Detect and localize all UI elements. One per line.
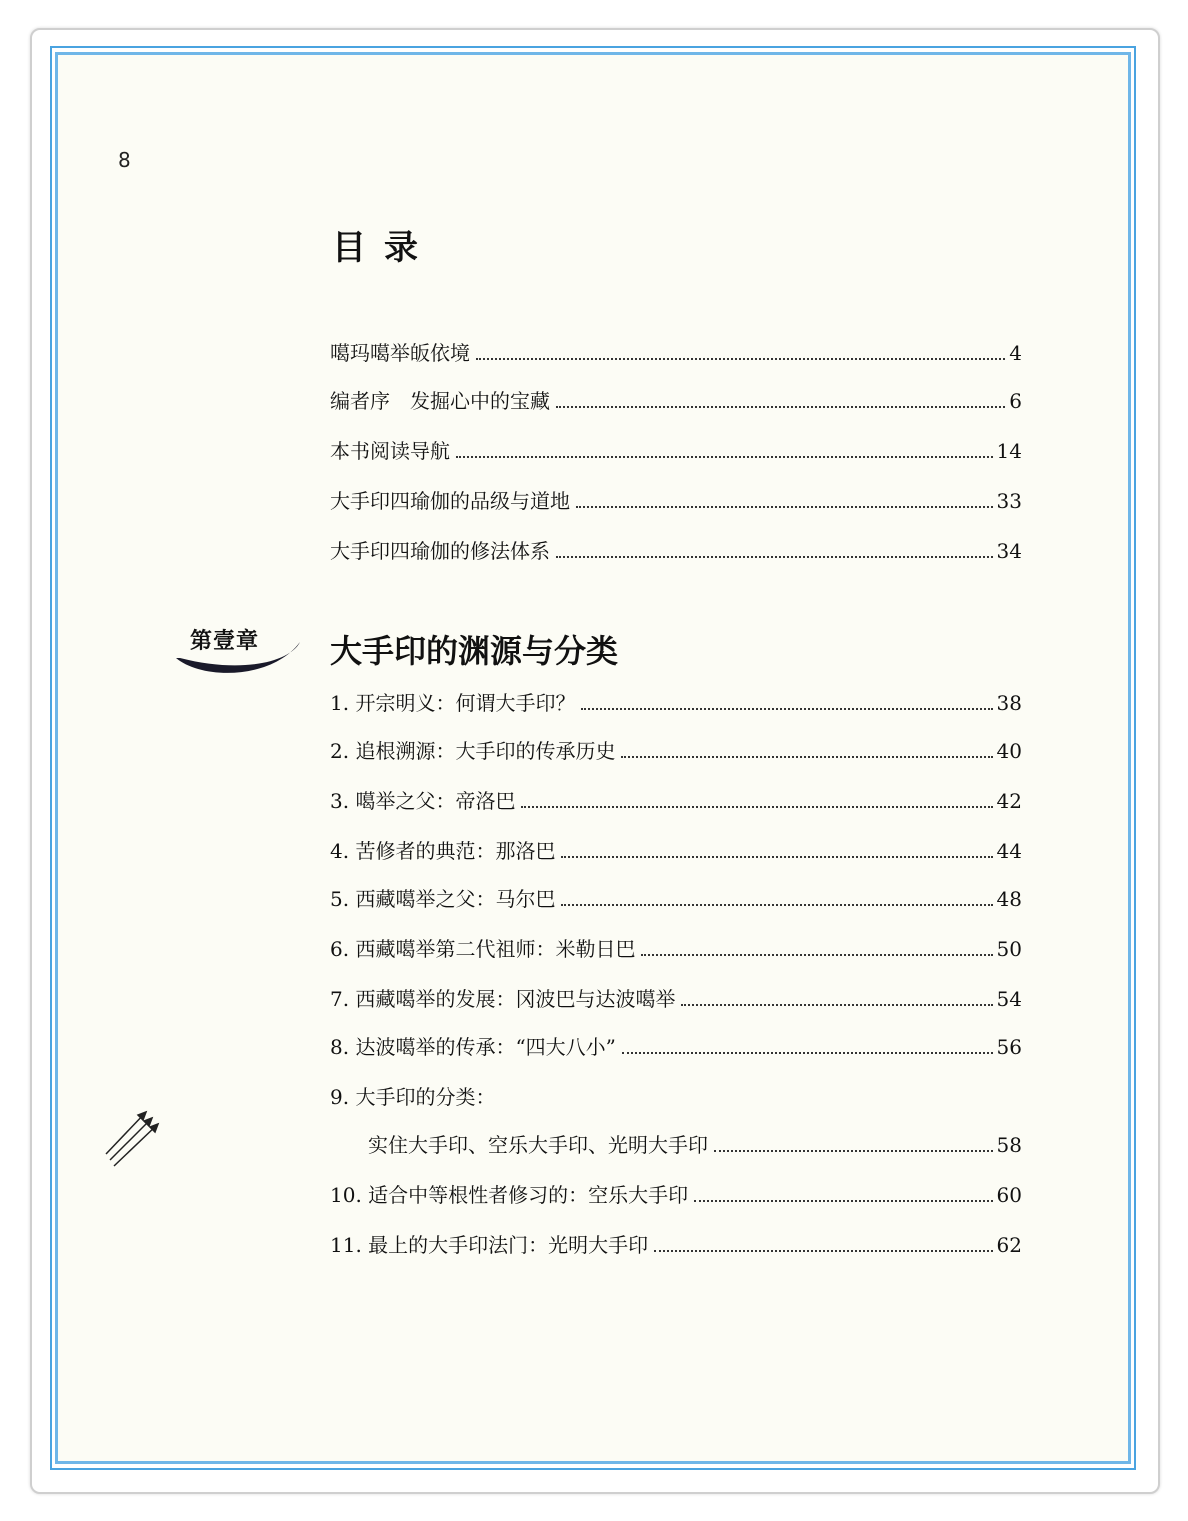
leader-dots bbox=[581, 708, 992, 710]
toc-entry-label: 大手印四瑜伽的品级与道地 bbox=[330, 489, 570, 513]
leader-dots bbox=[622, 1052, 993, 1054]
leader-dots bbox=[714, 1150, 993, 1152]
toc-entry[interactable] bbox=[330, 1230, 1022, 1260]
leader-dots bbox=[621, 756, 992, 758]
toc-entry[interactable] bbox=[330, 338, 1022, 368]
toc-entry-page: 60 bbox=[996, 1183, 1022, 1207]
toc-entry-label: 西藏噶举的发展：冈波巴与达波噶举 bbox=[355, 987, 676, 1011]
toc-entry-page: 34 bbox=[996, 539, 1022, 563]
toc-entry-label: 编者序 发掘心中的宝藏 bbox=[330, 389, 550, 413]
arrows-icon bbox=[100, 1102, 170, 1168]
toc-entry-label: 适合中等根性者修习的：空乐大手印 bbox=[368, 1183, 689, 1207]
toc-entry-page: 4 bbox=[1009, 341, 1022, 365]
leader-dots bbox=[561, 856, 992, 858]
toc-entry[interactable] bbox=[330, 436, 1022, 466]
leader-dots bbox=[576, 506, 993, 508]
toc-entry-number: 5. bbox=[330, 887, 350, 911]
toc-entry-page: 40 bbox=[996, 739, 1022, 763]
toc-entry-number: 9. bbox=[330, 1085, 350, 1109]
toc-entry-number: 4. bbox=[330, 839, 350, 863]
toc-entry[interactable] bbox=[330, 884, 1022, 914]
leader-dots bbox=[456, 456, 993, 458]
toc-entry-label: 西藏噶举第二代祖师：米勒日巴 bbox=[355, 937, 636, 961]
toc-entry-page: 44 bbox=[996, 839, 1022, 863]
leader-dots bbox=[476, 358, 1005, 360]
chapter-badge-label: 第壹章 bbox=[190, 629, 260, 654]
leader-dots bbox=[561, 904, 992, 906]
leader-dots bbox=[521, 806, 992, 808]
toc-entry-page: 48 bbox=[996, 887, 1022, 911]
toc-entry-number: 10. bbox=[330, 1183, 362, 1207]
toc-entry-label: 西藏噶举之父：马尔巴 bbox=[355, 887, 556, 911]
toc-entry[interactable] bbox=[330, 984, 1022, 1014]
toc-entry[interactable] bbox=[330, 486, 1022, 516]
toc-entry-number: 11. bbox=[330, 1233, 362, 1257]
toc-entry[interactable] bbox=[330, 1180, 1022, 1210]
leader-dots bbox=[681, 1004, 992, 1006]
toc-entry-label: 大手印四瑜伽的修法体系 bbox=[330, 539, 550, 563]
toc-entry-label: 噶举之父：帝洛巴 bbox=[355, 789, 516, 813]
toc-entry-label: 本书阅读导航 bbox=[330, 439, 450, 463]
toc-entry-page: 6 bbox=[1009, 389, 1022, 413]
chapter-title: 大手印的渊源与分类 bbox=[330, 632, 619, 670]
toc-entry-page: 58 bbox=[996, 1133, 1022, 1157]
toc-entry-label: 苦修者的典范：那洛巴 bbox=[355, 839, 556, 863]
toc-entry-number: 7. bbox=[330, 987, 350, 1011]
toc-entry[interactable] bbox=[368, 1130, 1022, 1160]
toc-entry-label: 大手印的分类： bbox=[355, 1085, 496, 1109]
leader-dots bbox=[694, 1200, 992, 1202]
toc-entry-label: 开宗明义：何谓大手印？ bbox=[355, 691, 576, 715]
toc-entry[interactable] bbox=[330, 836, 1022, 866]
toc-entry-page: 33 bbox=[996, 489, 1022, 513]
toc-entry[interactable] bbox=[330, 536, 1022, 566]
toc-entry-number: 8. bbox=[330, 1035, 350, 1059]
toc-entry-page: 56 bbox=[996, 1035, 1022, 1059]
toc-entry-page: 14 bbox=[996, 439, 1022, 463]
toc-entry-page: 42 bbox=[996, 789, 1022, 813]
toc-entry-number: 6. bbox=[330, 937, 350, 961]
leader-dots bbox=[654, 1250, 992, 1252]
toc-entry-label: 最上的大手印法门：光明大手印 bbox=[368, 1233, 649, 1257]
toc-entry[interactable] bbox=[330, 1082, 1022, 1112]
leader-dots bbox=[556, 556, 993, 558]
toc-entry[interactable] bbox=[330, 934, 1022, 964]
toc-entry-page: 50 bbox=[996, 937, 1022, 961]
toc-entry-label: 实住大手印、空乐大手印、光明大手印 bbox=[368, 1133, 708, 1157]
toc-entry-label: 达波噶举的传承：“四大八小” bbox=[355, 1035, 616, 1059]
chapter-badge bbox=[172, 618, 306, 680]
toc-entry[interactable] bbox=[330, 688, 1022, 718]
leader-dots bbox=[641, 954, 992, 956]
toc-entry[interactable] bbox=[330, 1032, 1022, 1062]
toc-entry-number: 2. bbox=[330, 739, 350, 763]
toc-title: 目录 bbox=[332, 228, 436, 268]
toc-entry-page: 54 bbox=[996, 987, 1022, 1011]
toc-entry-number: 1. bbox=[330, 691, 350, 715]
toc-entry[interactable] bbox=[330, 386, 1022, 416]
toc-entry[interactable] bbox=[330, 736, 1022, 766]
page-number: 8 bbox=[118, 148, 131, 172]
leader-dots bbox=[556, 406, 1005, 408]
toc-entry-page: 38 bbox=[996, 691, 1022, 715]
toc-entry-page: 62 bbox=[996, 1233, 1022, 1257]
toc-entry-number: 3. bbox=[330, 789, 350, 813]
toc-entry-label: 追根溯源：大手印的传承历史 bbox=[355, 739, 616, 763]
toc-entry-label: 噶玛噶举皈依境 bbox=[330, 341, 470, 365]
toc-entry[interactable] bbox=[330, 786, 1022, 816]
